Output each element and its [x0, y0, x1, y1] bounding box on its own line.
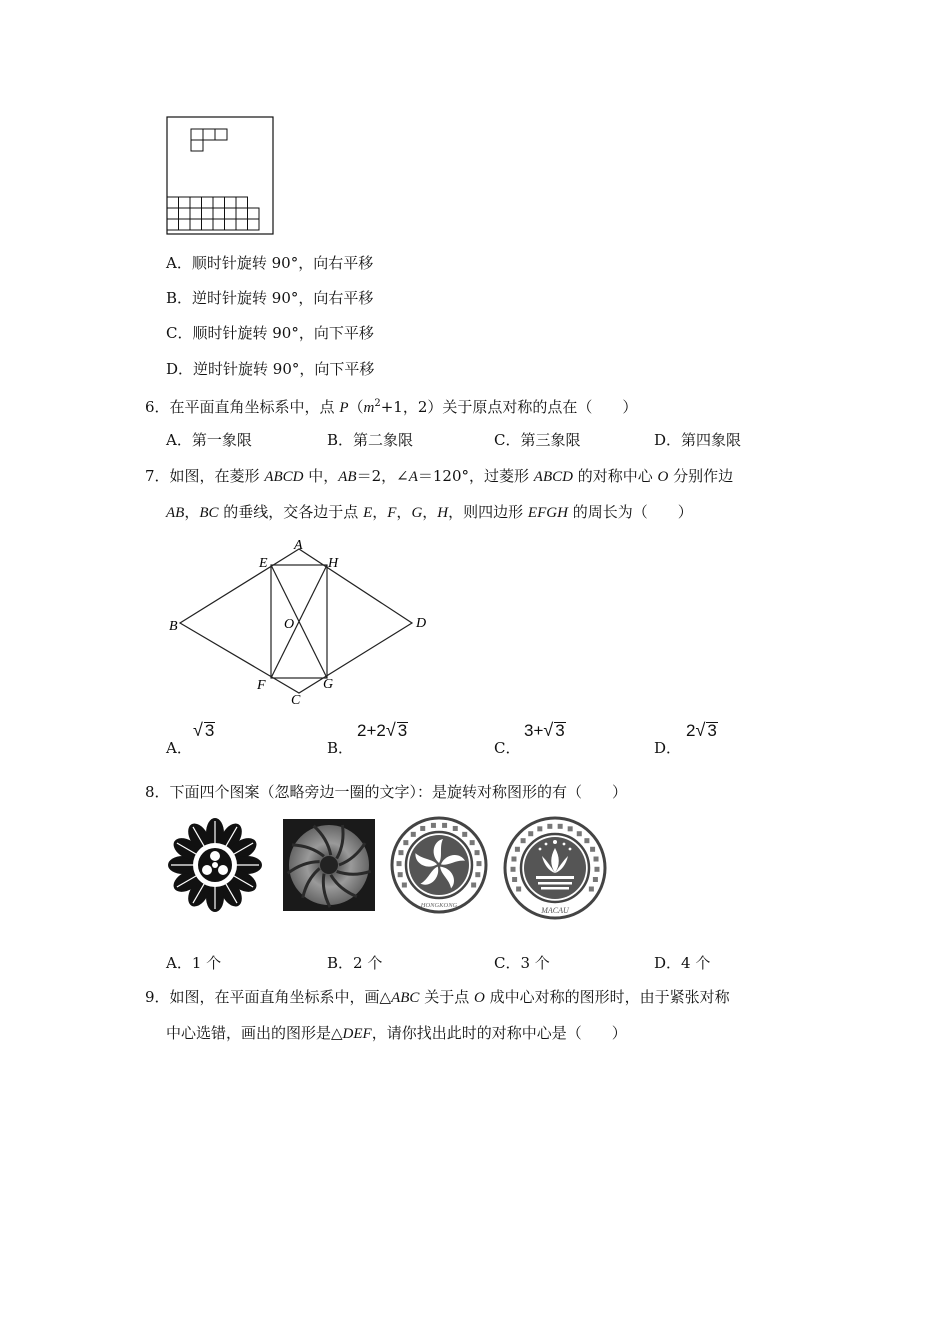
q5-option-a: A．顺时针旋转 90°，向右平移	[166, 254, 374, 272]
emblem-hongkong	[389, 815, 489, 915]
emblem-flower-crest	[165, 815, 265, 915]
label-f: F	[257, 678, 266, 693]
q7-option-b: B．	[327, 739, 354, 757]
q6-stem: 6．在平面直角坐标系中，点 $P(m^2+1$，2）关于原点对称的点在（ ）	[145, 398, 638, 416]
label-o: O	[284, 617, 295, 632]
q8-stem: 8．下面四个图案（忽略旁边一圈的文字）：是旋转对称图形的有（ ）	[145, 783, 628, 801]
q7-option-b-value: 2+2√ 3	[357, 720, 408, 740]
q7-stem-line1: 7．如图，在菱形 ABCD 中，AB＝2，∠A＝120°，过菱形 ABCD 的对称中心 O 分别作边	[145, 467, 734, 485]
q6-option-c: C．第三象限	[494, 431, 581, 449]
q7-stem-line2: AB，BC 的垂线，交各边于点 E，F，G，H，则四边形 EFGH 的周长为（ ）	[166, 503, 693, 521]
q8-option-c: C．3 个	[494, 954, 550, 972]
q6-option-a: A．第一象限	[166, 431, 252, 449]
label-c: C	[291, 693, 301, 708]
emblem-swirl	[283, 819, 375, 911]
emblem-macau	[502, 815, 608, 921]
label-d: D	[416, 616, 427, 631]
q6-option-b: B．第二象限	[327, 431, 414, 449]
q5-option-d: D．逆时针旋转 90°，向下平移	[166, 360, 375, 378]
q9-stem-line1: 9．如图，在平面直角坐标系中，画△ABC 关于点 O 成中心对称的图形时，由于紧张对称	[145, 988, 730, 1006]
label-h: H	[328, 556, 339, 571]
q8-option-b: B．2 个	[327, 954, 383, 972]
q6-option-d: D．第四象限	[654, 431, 742, 449]
q7-option-a: A．	[166, 739, 192, 757]
hk-text: HONGKONG	[420, 902, 458, 909]
q9-stem-line2: 中心选错，画出的图形是△DEF，请你找出此时的对称中心是（ ）	[166, 1024, 627, 1042]
label-a: A	[294, 538, 303, 553]
q5-option-c: C．顺时针旋转 90°，向下平移	[166, 324, 374, 342]
q7-option-a-value: √ 3	[193, 720, 215, 740]
rhombus-abcd	[180, 549, 412, 693]
q7-option-c-value: 3+√ 3	[524, 720, 565, 740]
q5-option-b: B．逆时针旋转 90°，向右平移	[166, 289, 374, 307]
q7-option-d: D．	[654, 739, 682, 757]
q8-option-d: D．4 个	[654, 954, 711, 972]
label-g: G	[323, 677, 334, 692]
label-e: E	[259, 556, 268, 571]
macau-text: MACAU	[541, 906, 569, 915]
q8-option-a: A．1 个	[166, 954, 222, 972]
label-b: B	[169, 619, 178, 634]
q7-option-d-value: 2√ 3	[686, 720, 717, 740]
q7-option-c: C．	[494, 739, 521, 757]
q5-grid-figure	[166, 116, 276, 238]
q7-rhombus-figure	[160, 535, 440, 710]
